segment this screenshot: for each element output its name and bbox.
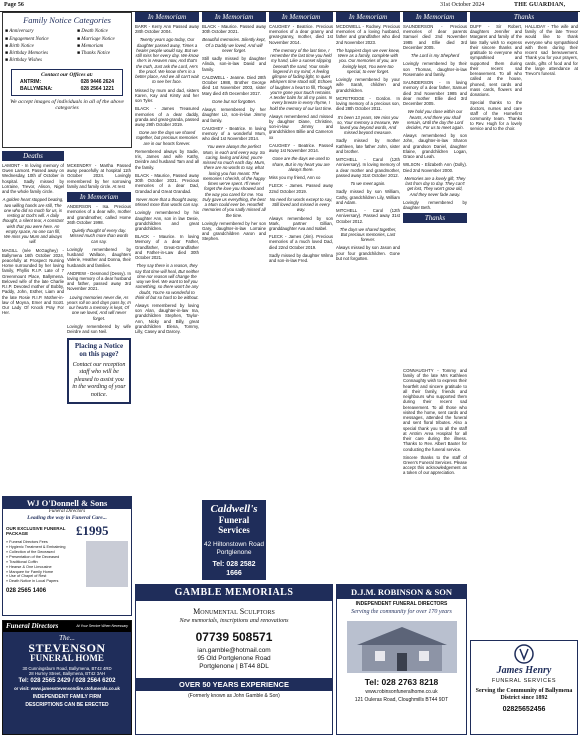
- ad-robinson-photo: [347, 621, 457, 673]
- notice-black-family: Remembered always by Sadie, Iris, James and wife Kathy, Deirdre and husband Tam and all the family.: [135, 148, 199, 170]
- category-item: ■ Anniversary: [5, 29, 34, 35]
- section-header-in-memoriam: In Memoriam: [135, 12, 199, 22]
- ad-caldwell-name: Caldwell's: [210, 503, 258, 515]
- column-4: [202, 12, 266, 382]
- notice-andrew-family: Lovingly remembered by wife Deirdre and son Neil.: [67, 323, 131, 335]
- category-item: ■ Thanks Notice: [77, 51, 111, 57]
- ad-gamble: [135, 584, 333, 735]
- ad-caldwell-addr: 42 Hiltonstown Road: [204, 541, 264, 549]
- notice-black-maurice: BLACK - Maurice, Passed away 30th October 2021. Precious memories of a dear Dad, Grandad and Great Grandad.: [135, 172, 199, 194]
- category-item: ■ Death Notice: [77, 29, 108, 35]
- notice-anderson: ANDERSON - Isa. Precious memories of a dear wife, mother and grandmother, called Home 26th October 1998.: [67, 204, 131, 225]
- ad-robinson-name: D.J.M. ROBINSON & SON: [337, 585, 466, 599]
- ad-wj-photo: [86, 541, 128, 587]
- notice-mcdowell: MCDOWELL - Rodney. Precious memories of a loving husband, father and grandfather who died 2nd November 2023.: [336, 24, 400, 45]
- ad-gamble-sub: Monumental Sculptors: [193, 607, 275, 617]
- column-3: [135, 12, 199, 492]
- notice-saunderson: SAUNDERSON - Precious memories of dear parents Samuel died 2nd November 1985 and Ellie died 3rd December 2005.: [403, 24, 467, 50]
- ad-james-henry-tel: 02825652456: [502, 705, 546, 713]
- notice-verse: Quietly thought of every day. Missed much more than words can say.: [69, 228, 129, 244]
- section-header-in-memoriam: In Memoriam: [403, 12, 467, 22]
- category-item: ■ Birthday Memories: [5, 51, 49, 57]
- notice-verse: Gone are the days we shared together, but precious memories are in our hearts forever.: [136, 130, 198, 146]
- ad-james-henry-name: James Henry: [496, 665, 552, 677]
- ad-stevenson-addr: 30 Cunningsburn Road, Ballymena, BT42 4RD: [22, 665, 112, 671]
- notice-verse: Memories are a lovely gift, They last from day to day. They can't get lost, They won't grow old, And they never fade away.: [404, 175, 466, 197]
- ad-gamble-email: ian.gamble@hotmail.com: [197, 646, 271, 654]
- notice-saunderson-2-family: Always remembered by son John, daughter-in-law Sharon and grandson Daniel, daughter Elaine, grandchildren Logan, Grace and Leah.: [403, 133, 467, 160]
- office-row: BALLYMENA: 028 2564 1221: [20, 86, 114, 93]
- category-item: ■ Memoriam: [77, 43, 104, 49]
- section-header-deaths: Deaths: [2, 151, 64, 161]
- notice-saunderson-2: SAUNDERSON - In loving memory of a dear father, Samuel died 2nd November 1985 and dear mother Ellie died 3rd December 2005.: [403, 80, 467, 107]
- ad-robinson-addr: 121 Ouleras Road, Cloughmills BT44 9DT: [354, 697, 449, 704]
- notice-verse: Never more that a thought away, Missed more than words can say.: [135, 196, 199, 208]
- page-number: Page 56: [4, 2, 24, 8]
- notice-verse: We hold you close within our hearts, And there you shall remain, Until the day the Lord decides, For us to meet again.: [406, 109, 464, 130]
- ad-james-henry-sub: FUNERAL SERVICES: [491, 678, 557, 685]
- notice-black-maurice-2: BLACK - Maurice. In loving Memory of a dear Father, Grandfather, Great-Grandfather and Father-in-Law died 30th October 2021.: [135, 234, 199, 261]
- ad-gamble-town: Portglenone | BT44 8DL: [199, 662, 269, 670]
- notice-barr-family: Missed by mum and dad, sisters Karen, Kay and Kirsty and her son Tyler.: [135, 87, 199, 104]
- logo-icon: [513, 644, 535, 664]
- ad-wj-lead: Leading the way in Funeral Care...: [27, 515, 107, 522]
- category-item: ■ Marriage Notice: [77, 36, 115, 42]
- notice-verse: Gone but not forgotten.: [211, 98, 257, 104]
- section-header-in-memoriam: In Memoriam: [336, 12, 400, 22]
- notice-caughey-family: Lovingly remembered by her son Gary, daughter-in-law Lorraine and grandchildren Aaron and Stephen.: [202, 220, 266, 242]
- category-item: ■ Birthday Wishes: [5, 58, 42, 64]
- ad-stevenson: [2, 620, 132, 735]
- notice-black-maurice-family: Lovingly remembered by his daughter Ann, son in law Desie, grandchildren and great grandchildren.: [135, 210, 199, 231]
- placing-body: Contact our reception staff who will be pleased to assist you in the wording of your notice.: [72, 361, 126, 398]
- column-a: [2, 12, 132, 492]
- ad-gamble-sub2: New memorials, inscriptions and renovations: [179, 617, 289, 624]
- notice-verse: It's been 13 years, We miss you so, Your memory a treasure, We loved you beyond words, And missed beyond measure.: [337, 114, 399, 136]
- ad-stevenson-tag: At Your Service When Necessary: [76, 624, 128, 629]
- ad-wj-odonnell: [2, 496, 132, 616]
- page-header: [0, 0, 580, 12]
- notice-verse: The memory of the last time, I remember the last time you held my hand, Like a sunset slipping beneath the sand, Your smile lingered in my mind, A feeling glimpse of fading light, In quiet whispers time stood still, Echoes of laughter a heart to fill, Though you're gone your touch remains. A tender balm for all my pains. In every breeze in every rhyme, I hold the memory of our last time.: [269, 47, 333, 111]
- paper-name: THE GUARDIAN,: [514, 2, 566, 8]
- ad-wj-name: WJ O'Donnell & Sons: [3, 497, 131, 509]
- notice-halliday: HALLIDAY - The wife and family of the late Trevor would like to thank everyone who sympathised with them during their recent sad bereavement. Thank you for your prayers, cards, gifts of food and for the large attendance at Trevor's funeral.: [525, 24, 578, 77]
- notice-caughey: CAUGHEY - Beatrice. In loving memory of a wonderful Mum, who died 1st November 2014.: [202, 125, 266, 142]
- notice-black-a: BLACK - Maurice. Passed away 30th October 2021.: [202, 24, 266, 35]
- ad-wj-items: » Funeral Directors Fees » Hygienic Treatment & Embalming » Collection of the Deceased » Presentation of the Deceased » Traditional Coffin » Hearse & One Limousine » Marquee for Family Home » Use of Chapel of Rest » Death Notice in Local Papers: [6, 540, 66, 584]
- ad-caldwell: [202, 500, 266, 580]
- notice-andrew: ANDREW - Desmond (Dessy). In loving memory of a dear husband and father, passed away 3rd November 2021.: [67, 270, 131, 292]
- ad-stevenson-tel: Tel: 028 2565 2429 / 028 2564 6202: [18, 678, 116, 685]
- notice-duff: DUFF - Sir Robert, daughters Jennifer and Margaret and family of the late Sally wish to express their sincere thanks and gratitude to everyone who sympathised and supported them during their recent sad bereavement. To all who called at the house, phoned, sent cards and mass cards, flowers and donations.: [470, 24, 522, 98]
- notice-verse: A golden heart stopped beating, two willing hands are still, The one who did so much for us, is resting at God's will. A daily thought, a silent tear, A constant wish that you were here. An empty space, no one can fill, We miss you Mum and always will.: [2, 197, 64, 245]
- ad-stevenson-name: STEVENSON: [28, 641, 106, 656]
- notice-barr: BARR - Kerry Ann Passed away 28th October 2004.: [135, 24, 199, 35]
- ad-stevenson-extra: DESCRIPTIONS CAN BE ERECTED: [25, 702, 109, 709]
- notice-mitchell-2-family: Always missed by son Jason and your four grandchildren. Gone but not forgotten.: [336, 245, 400, 261]
- notice-verse: Beautiful memories. Silently kept, Of a Daddy we loved, And will never forget.: [202, 37, 266, 53]
- notice-caughey-b: CAUGHEY - Beatrice. Precious memories of a dear granny and great-granny, mother, died 1st November 2014.: [269, 24, 333, 45]
- notice-fleck-2-family: Sadly missed by daughter Wilma and son-in-law Fred.: [269, 252, 333, 264]
- ad-gamble-addr: 95 Old Portglenone Road: [197, 654, 271, 662]
- ad-wj-offer: OUR EXCLUSIVE FUNERAL PACKAGE: [6, 525, 66, 537]
- building-icon: [347, 621, 457, 673]
- notice-mitchell: MITCHELL - Carol (12th Anniversary). In loving memory of a dear mother and grandmother, passed away 31st October 2012.: [336, 157, 400, 178]
- notice-mitchell-family: Sadly missed by son William, Cathy, grandchildren Lily, William and Adam.: [336, 189, 400, 205]
- column-6: [336, 12, 400, 482]
- notice-duff-2: Special thanks to the doctors, nurses and care staff of the Homefirst community team. Thanks to Rev. Hugh for a lovely service and to the choir.: [470, 100, 522, 132]
- category-list-left: [5, 28, 77, 64]
- section-header-thanks: Thanks: [470, 12, 578, 22]
- ad-robinson: [336, 584, 467, 735]
- notice-fleck: FLECK - James. Passed away 22nd October 2019.: [269, 183, 333, 194]
- notice-verse: Twenty years ago today, Our daughter passed away, Times a healer people would say, But we still miss her every day. We know she's in Heaven now, And that's the truth, Just ask the Lord, He's the proof. We know she's in a better place, And we all can't wait to see her face.: [135, 37, 199, 85]
- deaths-subcolumn-2: [67, 151, 131, 404]
- ad-gamble-name: GAMBLE MEMORIALS: [136, 585, 332, 601]
- section-header-in-memoriam: In Memoriam: [202, 12, 266, 22]
- placing-notice-box: [67, 338, 131, 404]
- office-row: ANTRIM: 028 9446 2624: [20, 79, 114, 86]
- issue-date: 31st October 2024: [440, 2, 485, 8]
- column-7-thanks: [403, 368, 467, 480]
- notice-mcfetridge: MCFETRIDGE - Gordon. In loving memory of a precious son, died 28th October 2011.: [336, 95, 400, 112]
- notice-caughey-c: CAUGHEY - Beatrice. Passed away 1st November 2014.: [269, 142, 333, 154]
- notice-black-a-family: Still sadly missed by daughter Alinda, son-in-law David and family.: [202, 56, 266, 72]
- category-item: ■ Engagement Notice: [5, 36, 49, 42]
- notice-wilson: WILSON - Elizabeth Ann (Dolly). Died 2nd November 2000.: [403, 162, 467, 173]
- notice-lamont: LAMONT - In loving memory of Gwen Lamont. Passed away on Wednesday, 10th of October in hospital. Sadly missed by Lorraine, Trevor, Alison, Nigel and the whole family circle.: [2, 163, 64, 195]
- notice-black-maurice-2-family: Always remembered by loving son Alan, daughter-in-law Ina, grandchildren Stephen, Taylor-Ann, Nicky and Billy, great grandchildren Elena, Tommy, Lilly, Casey and Darcey.: [135, 303, 199, 335]
- ad-stevenson-banner: INDEPENDENT FAMILY FIRM: [32, 693, 102, 700]
- ad-stevenson-web: or visit: www.jamesstevensondire.ctofunerals.co.uk: [14, 685, 120, 691]
- ad-robinson-sub: INDEPENDENT FUNERAL DIRECTORS: [355, 601, 448, 608]
- section-header-thanks: Thanks: [403, 213, 467, 223]
- ad-stevenson-name2: FUNERAL HOME: [30, 653, 104, 664]
- notice-verse: Loving memories never die, As years roll on and days pass by, In our hearts a memory is kept, Of one we loved, And will never forget.: [67, 294, 131, 321]
- notice-connaughty: CONNAUGHTY - Tommy and family of the late Mrs Kathleen Connaughty wish to express their heartfelt and sincere gratitude to all their family, friends and neighbours who supported them during their recent sad bereavement. To all those who visited the home, sent cards and messages, attended the funeral and sent floral tributes. Also a special thank you to all the staff at Antrim Area Hospital for all their care during the illness. Thanks to Rev. Albert Baxter for conducting the funeral service.: [403, 368, 467, 452]
- ad-caldwell-tel: Tel: 028 2582 1666: [212, 561, 256, 577]
- ad-wj-sub: Funeral Directors: [48, 509, 86, 515]
- placing-title: Placing a Notice on this page?: [74, 342, 124, 359]
- notice-magill: MAGILL (née McGaghey) - Ballymena 16th October 2024, peacefully at Prospect Nursing Home surrounded by her loving family, Phyllis R.I.P. Late of 7 Greenmount Place, Ballymena. Beloved wife of the late Charlie R.I.P. Devoted mother of Bobby, Paddy, John, Esther, Liam and the late Rosie R.I.P. Mother-in-law of Moyna, Emer and Scott. Our Lady Of Knock Pray For Her.: [2, 247, 64, 316]
- ad-james-henry: [470, 640, 578, 735]
- family-notice-box: [2, 12, 132, 148]
- ad-caldwell-sub: Funeral Services: [218, 515, 250, 535]
- notice-fleck-2: FLECK - James (Jim). Precious memories of a much loved Dad, died 22nd October 2019.: [269, 234, 333, 250]
- notice-black: BLACK - James Treasured memories of a dear daddy, granda and great-granda, passed away 29th October 2019.: [135, 106, 199, 127]
- notice-mitchell-2: MITCHELL - Carol (12th Anniversary). Passed away 31st October 2012.: [336, 208, 400, 224]
- ad-stevenson-addr2: 28 Hurrey Street, Ballymena, BT42 3AH: [28, 671, 106, 677]
- ad-gamble-tel: 07739 508571: [195, 630, 273, 645]
- ad-robinson-web: www.robinsonfuneralhome.co.uk: [365, 689, 438, 696]
- column-8: [470, 12, 578, 482]
- notice-mcfetridge-family: Sadly missed by mother Kathleen, late father John, sister and brother.: [336, 138, 400, 154]
- ad-robinson-serve: Serving the community for over 170 years: [351, 609, 452, 616]
- contact-title: Contact our Offices at:: [41, 71, 93, 78]
- ad-robinson-tel: Tel: 028 2763 8218: [364, 676, 439, 687]
- notice-verse: The Lord is my Shepherd: [410, 53, 460, 59]
- notice-caughey-b-family: Always remembered and missed by daughter Diane, Christine, son-in-law Jimmy and grandchildren Billie and Cameron xx: [269, 113, 333, 140]
- ad-stevenson-pre: Funeral Directors: [6, 622, 59, 630]
- category-list-right: [77, 28, 115, 64]
- image-note: We accept images of individuals in all of the above categories: [10, 98, 124, 112]
- notice-mckendry: MCKENDRY - Martha Passed away peacefully at hospital 11th October 2024. Lovingly remembered by her sorrowing family and family circle. At rest: [67, 163, 131, 189]
- notice-verse: They say there is a reason, they say that time will heal, But neither time nor reason will change the way we feel. We want to tell you something, so there won't be any doubt, You're so wonderful to think of but so hard to be without.: [135, 263, 199, 300]
- notice-verse: No need for words except to say, Still loved and missed in every way.: [269, 196, 333, 213]
- notice-verse: The days we shared together, But precious memories, Last forever.: [339, 226, 397, 243]
- column-5: [269, 12, 333, 482]
- ad-wj-phone: 028 2565 1406: [6, 588, 47, 595]
- notice-wilson-family: Lovingly remembered by daughter Beth.: [403, 199, 467, 211]
- notice-connaughty-thanks: Sincere thanks to the staff of Green's Funeral Services. Please accept this acknowledgement as a token of our appreciation.: [403, 454, 467, 476]
- notice-saunderson-family: Lovingly remembered by their son Thomas, daughter-in-law Rosemarie and family.: [403, 61, 467, 77]
- family-notice-title: Family Notice Categories: [23, 15, 111, 25]
- category-item: ■ Birth Notice: [5, 43, 34, 49]
- deaths-subcolumn-1: [2, 151, 64, 404]
- notice-verse: Gone are the days we used to share, But in my heart you are always there.: [272, 156, 330, 172]
- ad-gamble-years: OVER 50 YEARS EXPERIENCE: [136, 678, 332, 691]
- ad-gamble-note: (Formerly known as John Gamble & Son): [188, 692, 280, 699]
- ad-stevenson-the: The...: [59, 633, 75, 642]
- ad-james-henry-tag: Serving the Community of Ballymena District since 1892: [475, 688, 573, 702]
- ad-wj-price: £1995: [76, 523, 109, 539]
- notice-fleck-family: Always remembered by son Mark, partner Gillian, granddaughter Ava and Isabel.: [269, 215, 333, 231]
- notice-caughey-c-family: Miss you my friend, Ann xo: [269, 175, 321, 181]
- section-header-in-memoriam: In Memoriam: [67, 192, 131, 202]
- notice-caldwell-family: Always remembered by her daughter Liz, son-in-law Jimmy and family.: [202, 107, 266, 123]
- notice-mcdowell-family: Lovingly remembered by your wife Sarah, children and grandchildren.: [336, 77, 400, 93]
- ad-caldwell-town: Portglenone: [216, 549, 252, 557]
- notice-verse: The happiest days we ever knew, Were as a family, complete with you. Our memories of you, are lovingly kept, You were too special, to ever forget.: [336, 47, 400, 74]
- section-header-in-memoriam: In Memoriam: [269, 12, 333, 22]
- notice-caldwell: CALDWELL - Jeanne. Died 28th October 1988, Brother George died 1st November 2003, sister Mary died 4th December 2017.: [202, 74, 266, 96]
- notice-anderson-family: Lovingly remembered by husband Wallace, daughters Valerie, Heather and Donna, their husbands and families.: [67, 246, 131, 268]
- notice-verse: You were always the perfect Mum, in each and every way. So caring, loving and kind, you're missed so much each day. Mum, there are no words to say, what losing you has meant. The memories I cherish, of the happy times we've spent. I'll never forget the love you showed and the way you cared for me. You truly gave us everything, the best a Mum could ever be. Heartfelt memories of you sadly missed all the time.: [202, 144, 266, 218]
- notice-verse: To we meet again.: [350, 181, 386, 187]
